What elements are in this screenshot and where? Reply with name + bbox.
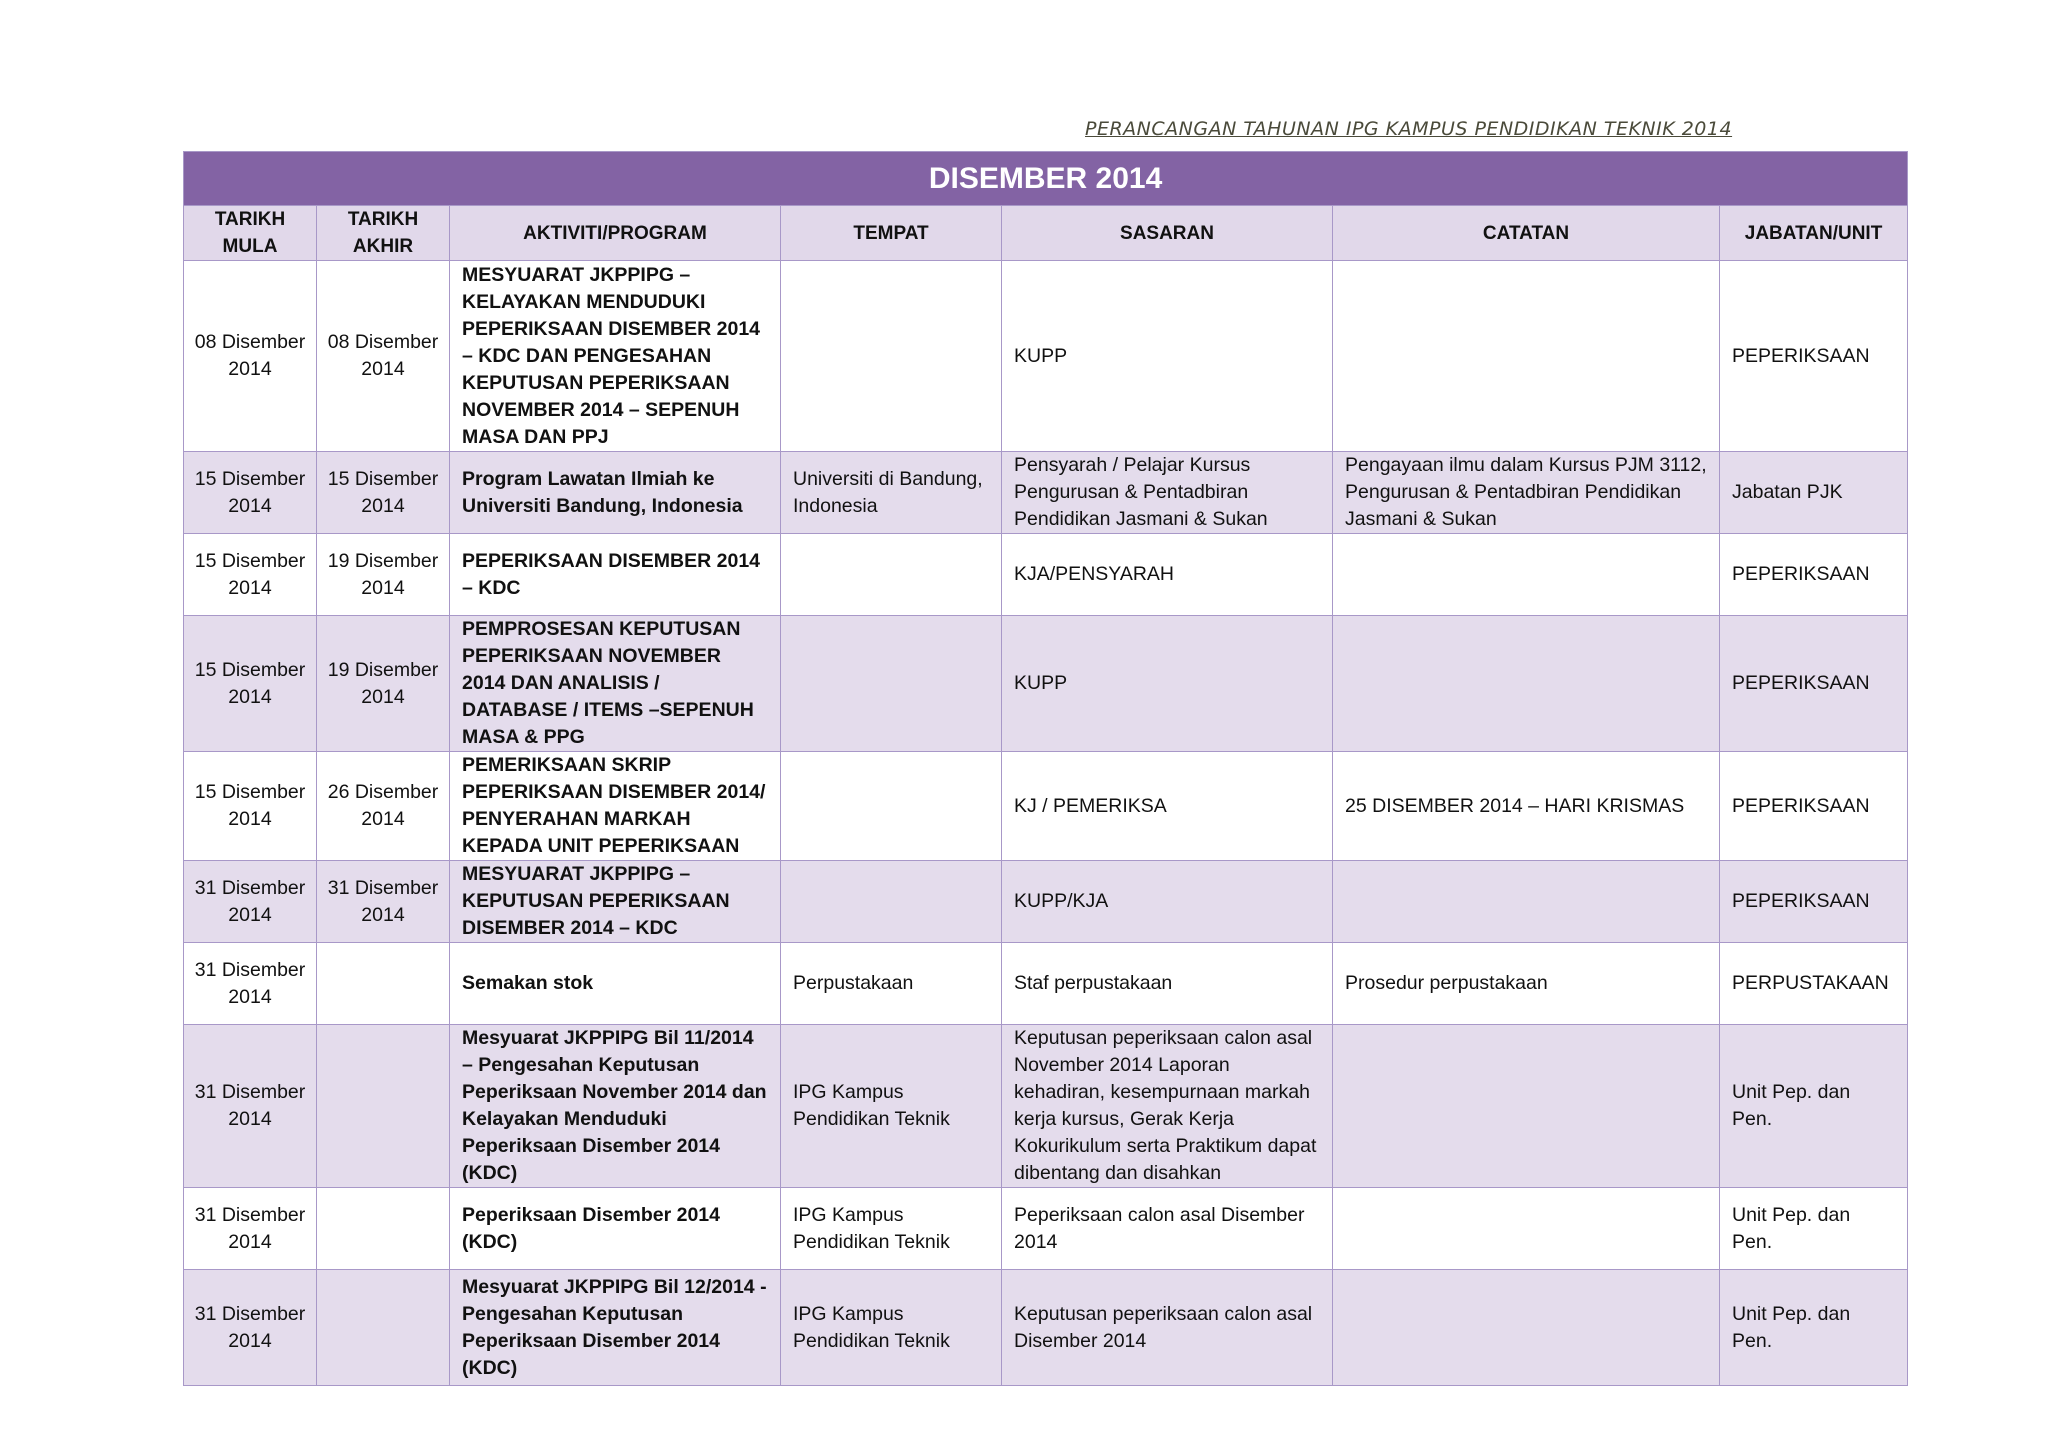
cell-catatan: [1333, 1025, 1720, 1188]
cell-tempat: Perpustakaan: [781, 943, 1002, 1025]
header-tarikh-akhir: TARIKH AKHIR: [317, 206, 450, 261]
cell-tarikh-akhir: 31 Disember 2014: [317, 861, 450, 943]
cell-tarikh-mula: 15 Disember 2014: [184, 752, 317, 861]
cell-jabatan: PERPUSTAKAAN: [1720, 943, 1908, 1025]
table-row: [184, 452, 1908, 534]
cell-aktiviti: Mesyuarat JKPPIPG Bil 11/2014 – Pengesahan Keputusan Peperiksaan November 2014 dan Kelayakan Menduduki Peperiksaan Disember 2014 (KDC): [450, 1025, 781, 1188]
cell-jabatan: PEPERIKSAAN: [1720, 261, 1908, 452]
cell-catatan: Pengayaan ilmu dalam Kursus PJM 3112, Pengurusan & Pentadbiran Pendidikan Jasmani & Sukan: [1333, 452, 1720, 534]
cell-catatan: [1333, 1270, 1720, 1386]
cell-tarikh-akhir: [317, 1188, 450, 1270]
cell-catatan: [1333, 1188, 1720, 1270]
header-sasaran: SASARAN: [1002, 206, 1333, 261]
table-row: [184, 861, 1908, 943]
cell-tempat: Universiti di Bandung, Indonesia: [781, 452, 1002, 534]
header-aktiviti: AKTIVITI/PROGRAM: [450, 206, 781, 261]
cell-tempat: [781, 752, 1002, 861]
cell-tempat: IPG Kampus Pendidikan Teknik: [781, 1025, 1002, 1188]
cell-tarikh-akhir: [317, 943, 450, 1025]
header-catatan: CATATAN: [1333, 206, 1720, 261]
cell-sasaran: KJ / PEMERIKSA: [1002, 752, 1333, 861]
table-row: [184, 1270, 1908, 1386]
cell-jabatan: Unit Pep. dan Pen.: [1720, 1025, 1908, 1188]
header-jabatan: JABATAN/UNIT: [1720, 206, 1908, 261]
table-row: [184, 616, 1908, 752]
page-header: PERANCANGAN TAHUNAN IPG KAMPUS PENDIDIKAN TEKNIK 2014: [1085, 118, 1733, 140]
cell-tarikh-akhir: 26 Disember 2014: [317, 752, 450, 861]
cell-tarikh-akhir: [317, 1025, 450, 1188]
cell-aktiviti: MESYUARAT JKPPIPG – KEPUTUSAN PEPERIKSAAN DISEMBER 2014 – KDC: [450, 861, 781, 943]
cell-tarikh-mula: 15 Disember 2014: [184, 534, 317, 616]
cell-catatan: Prosedur perpustakaan: [1333, 943, 1720, 1025]
cell-jabatan: Unit Pep. dan Pen.: [1720, 1188, 1908, 1270]
cell-tarikh-akhir: 19 Disember 2014: [317, 534, 450, 616]
cell-tarikh-akhir: 19 Disember 2014: [317, 616, 450, 752]
cell-catatan: 25 DISEMBER 2014 – HARI KRISMAS: [1333, 752, 1720, 861]
table-row: [184, 1188, 1908, 1270]
cell-catatan: [1333, 616, 1720, 752]
cell-sasaran: KUPP/KJA: [1002, 861, 1333, 943]
cell-tarikh-akhir: 15 Disember 2014: [317, 452, 450, 534]
cell-tarikh-mula: 15 Disember 2014: [184, 616, 317, 752]
cell-tempat: IPG Kampus Pendidikan Teknik: [781, 1270, 1002, 1386]
cell-tempat: [781, 534, 1002, 616]
cell-tempat: [781, 261, 1002, 452]
cell-tarikh-mula: 08 Disember 2014: [184, 261, 317, 452]
header-tarikh-mula: TARIKH MULA: [184, 206, 317, 261]
header-tempat: TEMPAT: [781, 206, 1002, 261]
cell-catatan: [1333, 861, 1720, 943]
cell-aktiviti: MESYUARAT JKPPIPG – KELAYAKAN MENDUDUKI PEPERIKSAAN DISEMBER 2014 – KDC DAN PENGESAHAN KEPUTUSAN PEPERIKSAAN NOVEMBER 2014 – SEPENUH MASA DAN PPJ: [450, 261, 781, 452]
cell-aktiviti: PEMERIKSAAN SKRIP PEPERIKSAAN DISEMBER 2014/ PENYERAHAN MARKAH KEPADA UNIT PEPERIKSAAN: [450, 752, 781, 861]
cell-tempat: [781, 861, 1002, 943]
cell-jabatan: PEPERIKSAAN: [1720, 752, 1908, 861]
cell-sasaran: KUPP: [1002, 616, 1333, 752]
cell-tarikh-mula: 15 Disember 2014: [184, 452, 317, 534]
table-row: [184, 534, 1908, 616]
table-title: DISEMBER 2014: [184, 152, 1908, 206]
cell-jabatan: Unit Pep. dan Pen.: [1720, 1270, 1908, 1386]
cell-tempat: IPG Kampus Pendidikan Teknik: [781, 1188, 1002, 1270]
schedule-table: [183, 151, 1908, 1386]
cell-jabatan: PEPERIKSAAN: [1720, 616, 1908, 752]
cell-sasaran: Staf perpustakaan: [1002, 943, 1333, 1025]
cell-aktiviti: PEMPROSESAN KEPUTUSAN PEPERIKSAAN NOVEMBER 2014 DAN ANALISIS / DATABASE / ITEMS –SEPENUH MASA & PPG: [450, 616, 781, 752]
cell-catatan: [1333, 534, 1720, 616]
cell-aktiviti: Program Lawatan Ilmiah ke Universiti Bandung, Indonesia: [450, 452, 781, 534]
cell-tarikh-akhir: [317, 1270, 450, 1386]
cell-tarikh-mula: 31 Disember 2014: [184, 1188, 317, 1270]
cell-tarikh-mula: 31 Disember 2014: [184, 1025, 317, 1188]
cell-tarikh-akhir: 08 Disember 2014: [317, 261, 450, 452]
cell-jabatan: PEPERIKSAAN: [1720, 861, 1908, 943]
cell-aktiviti: Peperiksaan Disember 2014 (KDC): [450, 1188, 781, 1270]
cell-tempat: [781, 616, 1002, 752]
table-row: [184, 261, 1908, 452]
cell-aktiviti: Semakan stok: [450, 943, 781, 1025]
cell-sasaran: KJA/PENSYARAH: [1002, 534, 1333, 616]
table-row: [184, 1025, 1908, 1188]
cell-tarikh-mula: 31 Disember 2014: [184, 943, 317, 1025]
cell-sasaran: Keputusan peperiksaan calon asal November 2014 Laporan kehadiran, kesempurnaan markah kerja kursus, Gerak Kerja Kokurikulum serta Praktikum dapat dibentang dan disahkan: [1002, 1025, 1333, 1188]
cell-jabatan: Jabatan PJK: [1720, 452, 1908, 534]
cell-sasaran: KUPP: [1002, 261, 1333, 452]
cell-tarikh-mula: 31 Disember 2014: [184, 861, 317, 943]
table-row: [184, 752, 1908, 861]
cell-jabatan: PEPERIKSAAN: [1720, 534, 1908, 616]
cell-sasaran: Pensyarah / Pelajar Kursus Pengurusan & Pentadbiran Pendidikan Jasmani & Sukan: [1002, 452, 1333, 534]
cell-sasaran: Keputusan peperiksaan calon asal Disember 2014: [1002, 1270, 1333, 1386]
cell-catatan: [1333, 261, 1720, 452]
cell-aktiviti: PEPERIKSAAN DISEMBER 2014 – KDC: [450, 534, 781, 616]
table-row: [184, 943, 1908, 1025]
cell-sasaran: Peperiksaan calon asal Disember 2014: [1002, 1188, 1333, 1270]
cell-tarikh-mula: 31 Disember 2014: [184, 1270, 317, 1386]
cell-aktiviti: Mesyuarat JKPPIPG Bil 12/2014 - Pengesahan Keputusan Peperiksaan Disember 2014 (KDC): [450, 1270, 781, 1386]
